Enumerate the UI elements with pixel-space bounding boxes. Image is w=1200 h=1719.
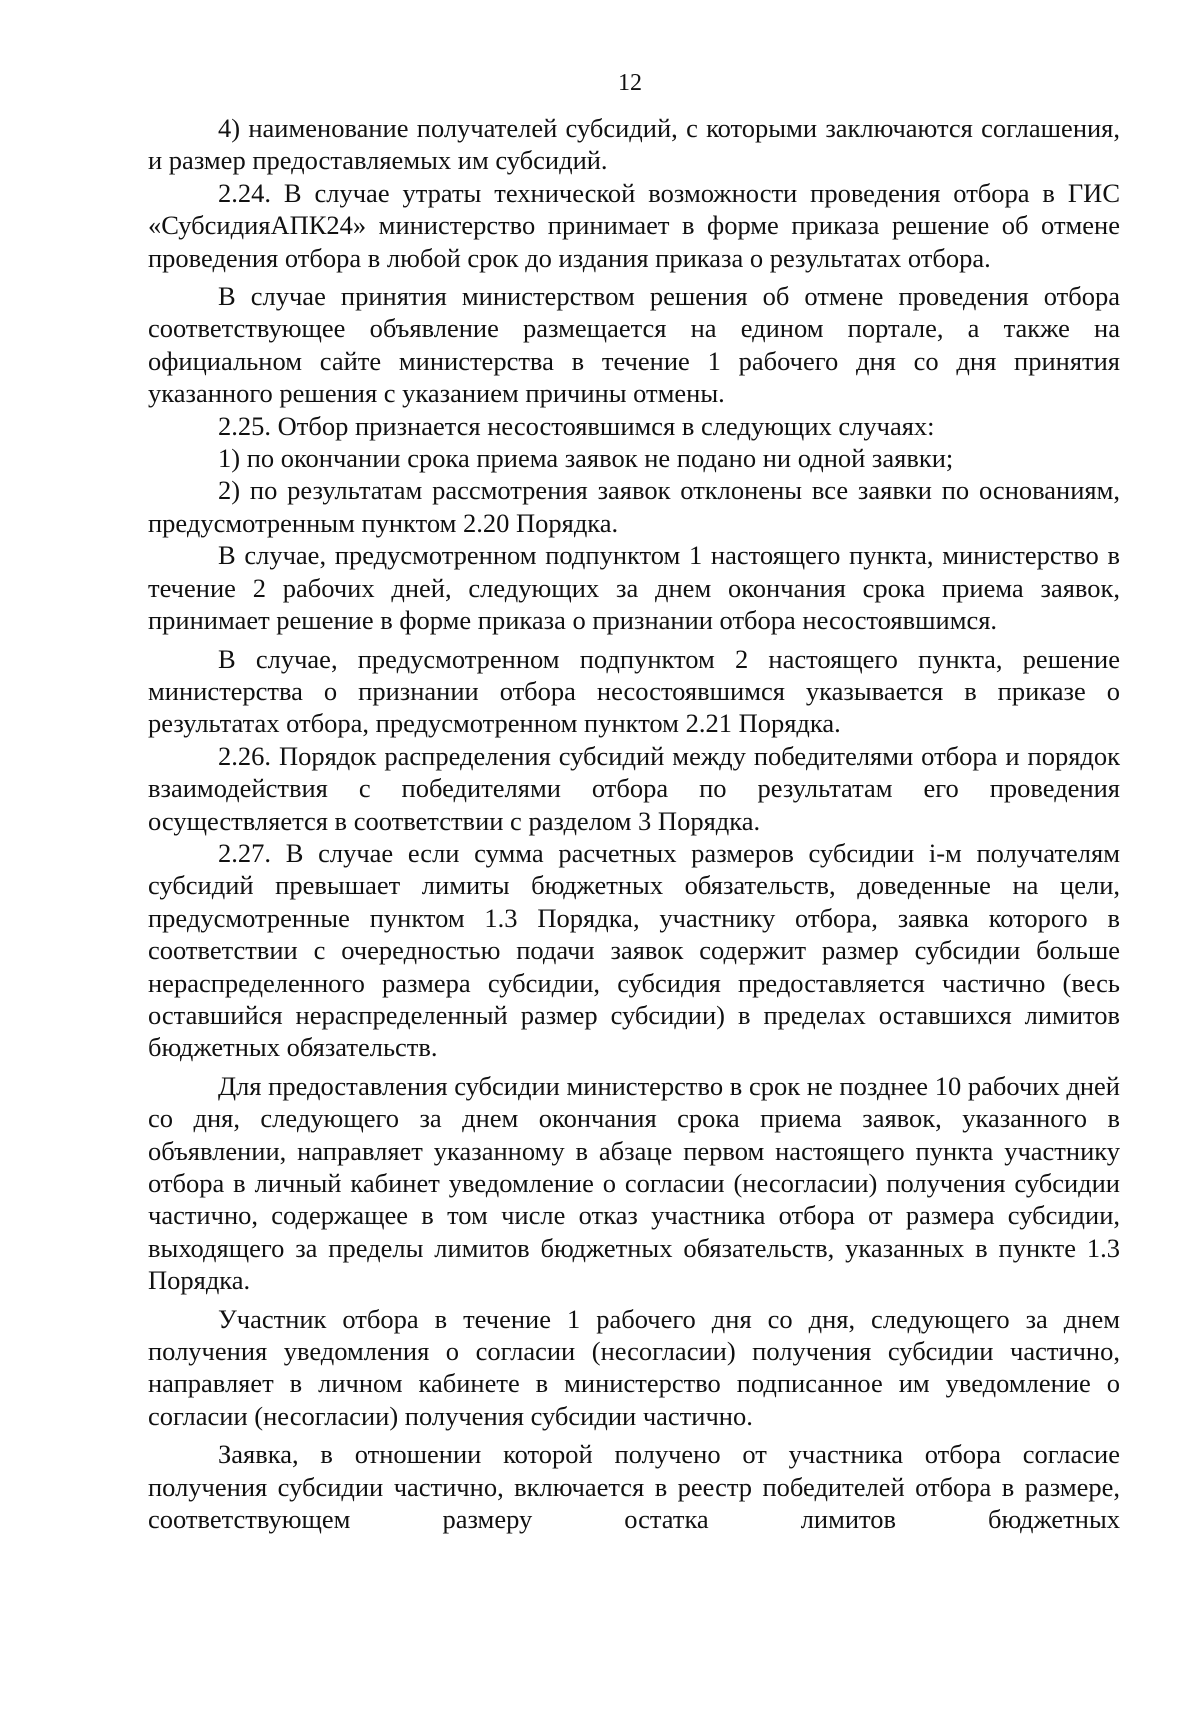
paragraph-2-24: 2.24. В случае утраты технической возможности проведения отбора в ГИС «СубсидияАПК24» министерство принимает в форме приказа решение об отмене проведения отбора в любой срок до издания приказа о результатах отбора. [148, 177, 1120, 273]
paragraph-cancellation-notice: В случае принятия министерством решения об отмене проведения отбора соответствующее объявление размещается на едином портале, а также на официальном сайте министерства в течение 1 рабочего дня со дня принятия указанного решения с указанием причины отмены. [148, 281, 1120, 409]
paragraph-participant-response: Участник отбора в течение 1 рабочего дня со дня, следующего за днем получения уведомления о согласии (несогласии) получения субсидии частично, направляет в личном кабинете в министерство подписанное им уведомление о согласии (несогласии) получения субсидии частично. [148, 1303, 1120, 1431]
paragraph-case-2-decision: В случае, предусмотренном подпунктом 2 настоящего пункта, решение министерства о признании отбора несостоявшимся указывается в приказе о результатах отбора, предусмотренном пунктом 2.21 Порядка. [148, 643, 1120, 739]
document-body [148, 112, 1120, 1535]
paragraph-case-1-decision: В случае, предусмотренном подпунктом 1 настоящего пункта, министерство в течение 2 рабочих дней, следующих за днем окончания срока приема заявок, принимает решение в форме приказа о признании отбора несостоявшимся. [148, 540, 1120, 636]
paragraph-2-25: 2.25. Отбор признается несостоявшимся в следующих случаях: [218, 410, 935, 441]
paragraph-registry-inclusion: Заявка, в отношении которой получено от участника отбора согласие получения субсидии частично, включается в реестр победителей отбора в размере, соответствующем размеру остатка лимитов бюджетных [148, 1439, 1120, 1535]
paragraph-case-1: 1) по окончании срока приема заявок не подано ни одной заявки; [218, 443, 954, 474]
page-number: 12 [618, 70, 642, 96]
paragraph-2-26: 2.26. Порядок распределения субсидий между победителями отбора и порядок взаимодействия с победителями отбора по результатам его проведения осуществляется в соответствии с разделом 3 Порядка. [148, 740, 1120, 836]
paragraph-case-2: 2) по результатам рассмотрения заявок отклонены все заявки по основаниям, предусмотренным пунктом 2.20 Порядка. [148, 475, 1120, 538]
paragraph-item-4: 4) наименование получателей субсидий, с которыми заключаются соглашения, и размер предоставляемых им субсидий. [148, 113, 1120, 176]
paragraph-partial-notice: Для предоставления субсидии министерство в срок не позднее 10 рабочих дней со дня, следующего за днем окончания срока приема заявок, указанного в объявлении, направляет указанному в абзаце первом настоящего пункта участнику отбора в личный кабинет уведомление о согласии (несогласии) получения субсидии частично, содержащее в том числе отказ участника отбора от размера субсидии, выходящего за пределы лимитов бюджетных обязательств, указанных в пункте 1.3 Порядка. [148, 1070, 1120, 1296]
paragraph-2-27: 2.27. В случае если сумма расчетных размеров субсидии i-м получателям субсидий превышает лимиты бюджетных обязательств, доведенные на цели, предусмотренные пунктом 1.3 Порядка, участнику отбора, заявка которого в соответствии с очередностью подачи заявок содержит размер субсидии больше нераспределенного размера субсидии, субсидия предоставляется частично (весь оставшийся нераспределенный размер субсидии) в пределах оставшихся лимитов бюджетных обязательств. [148, 837, 1120, 1063]
